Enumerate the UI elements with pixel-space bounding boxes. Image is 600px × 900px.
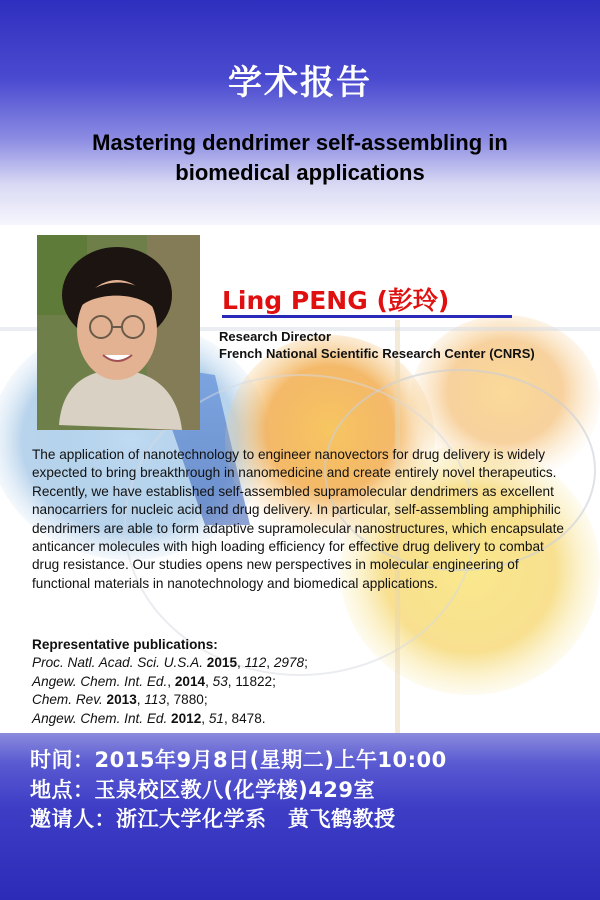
event-location: 地点：玉泉校区教八(化学楼)429室 — [30, 778, 376, 802]
speaker-affiliation — [219, 328, 535, 362]
publication-year: 2013 — [106, 692, 137, 708]
speaker-name: Ling PENG (彭玲) — [222, 286, 450, 315]
speaker-institution: French National Scientific Research Center (CNRS) — [219, 346, 535, 361]
publication-year: 2014 — [174, 673, 206, 689]
portrait-illustration — [37, 235, 200, 430]
name-underline — [222, 315, 512, 318]
speaker-photo — [37, 235, 200, 430]
publication-item: Angew. Chem. Int. Ed. 2012, 51, 8478. — [32, 710, 266, 726]
event-time: 时间：2015年9月8日(星期二)上午10:00 — [30, 748, 447, 772]
footer-band — [0, 733, 600, 900]
talk-title — [40, 128, 560, 188]
publications-heading: Representative publications: — [32, 637, 218, 652]
publication-journal: Angew. Chem. Int. Ed. — [32, 673, 168, 689]
publication-year: 2015 — [206, 655, 238, 671]
publication-pages: 8478 — [231, 710, 262, 726]
event-host: 邀请人：浙江大学化学系 黄飞鹤教授 — [30, 807, 396, 831]
speaker-title: Research Director — [219, 329, 331, 344]
publication-item: Angew. Chem. Int. Ed., 2014, 53, 11822; — [32, 673, 276, 689]
talk-title-line-2: biomedical applications — [175, 160, 425, 185]
main-title: 学术报告 — [228, 63, 372, 103]
publication-journal: Chem. Rev. — [32, 692, 103, 708]
publication-pages: 11822 — [235, 673, 273, 689]
abstract-text: The application of nanotechnology to engineer nanovectors for drug delivery is widely expected to bring breakthrough in nanomedicine and create entirely novel therapeutics. Recently, we have established self-assembled supramolecular dendrimers as excellent nanocarriers for nucleic acid and drug delivery. In particular, self-assembling amphiphilic dendrimers are able to form adaptive supramolecular nanostructures, which encapsulate anticancer molecules with high loading efficiency for effective drug delivery to combat drug resistance. Our studies opens new perspectives in molecular engineering of functional materials in nanotechnology and biomedical applications. — [32, 447, 564, 591]
publications — [32, 636, 572, 728]
publication-pages: 7880 — [173, 692, 204, 708]
publication-pages: 2978 — [273, 655, 305, 671]
publication-volume: 112 — [244, 655, 267, 671]
publication-item: Chem. Rev. 2013, 113, 7880; — [32, 692, 208, 708]
publication-item: Proc. Natl. Acad. Sci. U.S.A. 2015, 112, 2978; — [32, 655, 308, 671]
publication-volume: 53 — [212, 673, 228, 689]
publication-journal: Proc. Natl. Acad. Sci. U.S.A. — [32, 655, 203, 671]
talk-title-line-1: Mastering dendrimer self-assembling in — [92, 130, 508, 155]
publication-journal: Angew. Chem. Int. Ed. — [32, 710, 168, 726]
publication-year: 2012 — [171, 710, 202, 726]
publication-volume: 113 — [144, 692, 167, 708]
header-band — [0, 0, 600, 225]
publication-volume: 51 — [208, 710, 224, 726]
